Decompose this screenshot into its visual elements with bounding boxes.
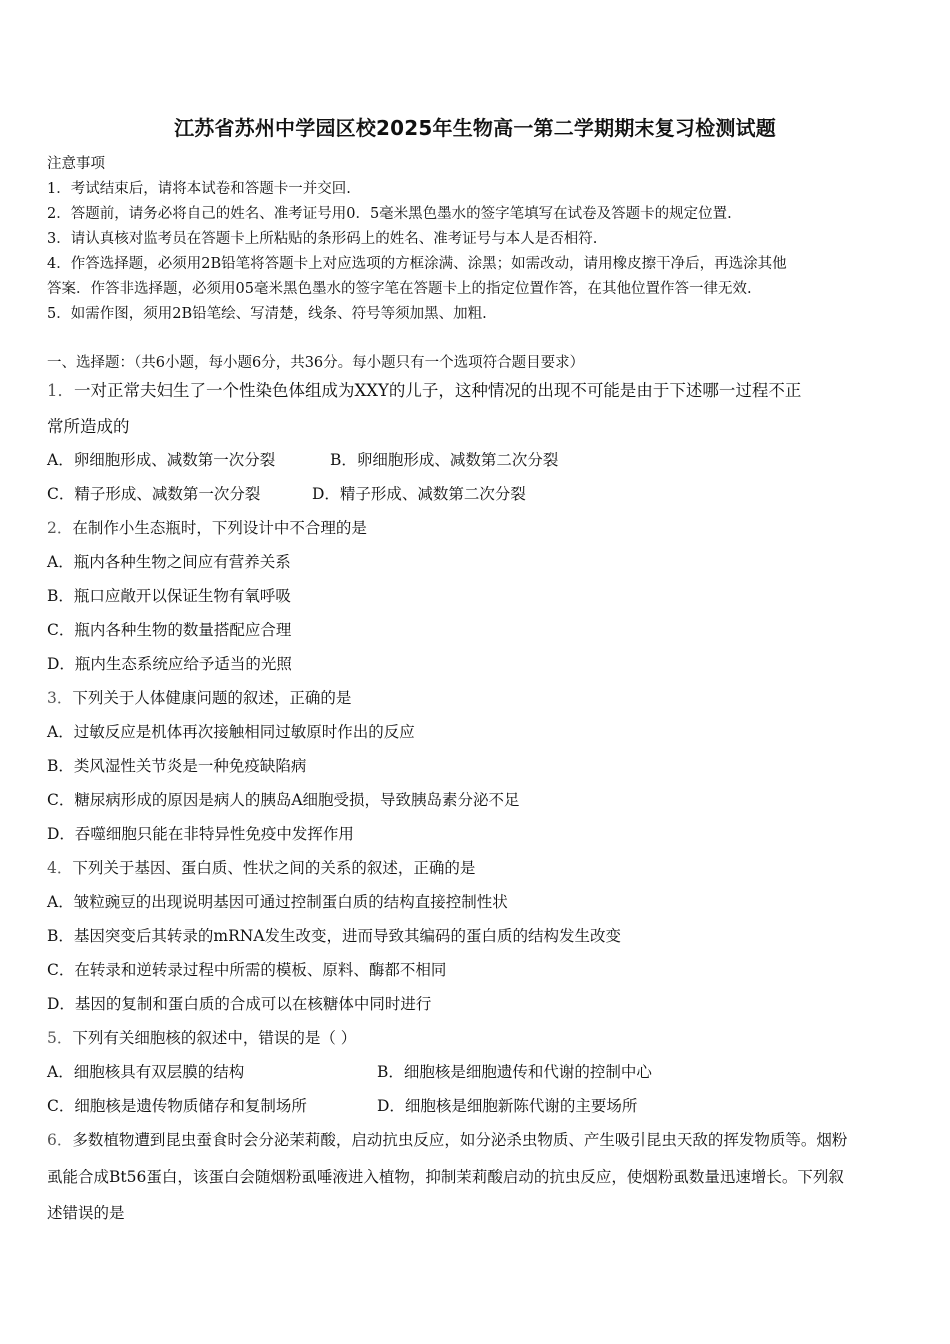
- option-b: B．类风湿性关节炎是一种免疫缺陷病: [47, 757, 307, 775]
- notice-heading: 注意事项: [47, 156, 105, 172]
- question-1: [47, 377, 801, 401]
- option-d: D．精子形成、减数第二次分裂: [312, 485, 526, 503]
- notice-item: 答案．作答非选择题，必须用05毫米黑色墨水的签字笔在答题卡上的指定位置作答，在其他位置作答一律无效.: [47, 281, 752, 297]
- notice-item: 2．答题前，请务必将自己的姓名、准考证号用0．5毫米黑色墨水的签字笔填写在试卷及答题卡的规定位置.: [47, 206, 732, 222]
- option-b: B．基因突变后其转录的mRNA发生改变，进而导致其编码的蛋白质的结构发生改变: [47, 927, 622, 945]
- question-2: [47, 516, 367, 538]
- question-text: 下列关于人体健康问题的叙述，正确的是: [72, 689, 352, 707]
- section-heading: 一、选择题：（共6小题，每小题6分，共36分。每小题只有一个选项符合题目要求）: [47, 355, 585, 371]
- notice-item: 3．请认真核对监考员在答题卡上所粘贴的条形码上的姓名、准考证号与本人是否相符.: [47, 231, 598, 247]
- notice-item: 1．考试结束后，请将本试卷和答题卡一并交回.: [47, 181, 351, 197]
- question-text: 在制作小生态瓶时，下列设计中不合理的是: [72, 519, 367, 537]
- option-c: C．精子形成、减数第一次分裂: [47, 485, 261, 503]
- question-4: [47, 856, 475, 878]
- question-number: 2．: [47, 519, 73, 537]
- question-number: 5．: [47, 1029, 73, 1047]
- question-6: [47, 1128, 847, 1150]
- question-text: 下列有关细胞核的叙述中，错误的是（ ）: [72, 1029, 357, 1047]
- question-6-continued: 虱能合成Bt56蛋白，该蛋白会随烟粉虱唾液进入植物，抑制茉莉酸启动的抗虫反应，使烟粉虱数量迅速增长。下列叙: [47, 1168, 844, 1186]
- question-text: 下列关于基因、蛋白质、性状之间的关系的叙述，正确的是: [72, 859, 476, 877]
- question-text: 一对正常夫妇生了一个性染色体组成为XXY的儿子，这种情况的出现不可能是由于下述哪一过程不正: [74, 381, 802, 400]
- question-6-continued: 述错误的是: [47, 1204, 125, 1222]
- question-number: 3．: [47, 689, 73, 707]
- option-d: D．基因的复制和蛋白质的合成可以在核糖体中同时进行: [47, 995, 432, 1013]
- question-text: 多数植物遭到昆虫蚕食时会分泌茉莉酸，启动抗虫反应，如分泌杀虫物质、产生吸引昆虫天敌的挥发物质等。烟粉: [72, 1131, 848, 1149]
- question-5: [47, 1026, 356, 1048]
- option-a: A．皱粒豌豆的出现说明基因可通过控制蛋白质的结构直接控制性状: [47, 893, 508, 911]
- question-number: 4．: [47, 859, 73, 877]
- option-c: C．细胞核是遗传物质储存和复制场所: [47, 1097, 307, 1115]
- option-c: C．糖尿病形成的原因是病人的胰岛A细胞受损，导致胰岛素分泌不足: [47, 791, 520, 809]
- option-d: D．细胞核是细胞新陈代谢的主要场所: [377, 1097, 638, 1115]
- option-b: B．卵细胞形成、减数第二次分裂: [330, 451, 559, 469]
- option-a: A．细胞核具有双层膜的结构: [47, 1063, 245, 1081]
- option-b: B．瓶口应敞开以保证生物有氧呼吸: [47, 587, 291, 605]
- question-number: 6．: [47, 1131, 73, 1149]
- option-b: B．细胞核是细胞遗传和代谢的控制中心: [377, 1063, 652, 1081]
- option-a: A．过敏反应是机体再次接触相同过敏原时作出的反应: [47, 723, 415, 741]
- question-1-continued: 常所造成的: [47, 417, 130, 436]
- page-title: 江苏省苏州中学园区校2025年生物高一第二学期期末复习检测试题: [174, 116, 776, 140]
- question-number: 1．: [47, 381, 74, 400]
- option-d: D．瓶内生态系统应给予适当的光照: [47, 655, 292, 673]
- option-a: A．卵细胞形成、减数第一次分裂: [47, 451, 276, 469]
- question-3: [47, 686, 351, 708]
- option-d: D．吞噬细胞只能在非特异性免疫中发挥作用: [47, 825, 354, 843]
- option-c: C．瓶内各种生物的数量搭配应合理: [47, 621, 292, 639]
- option-a: A．瓶内各种生物之间应有营养关系: [47, 553, 291, 571]
- notice-item: 4．作答选择题，必须用2B铅笔将答题卡上对应选项的方框涂满、涂黑；如需改动，请用橡皮擦干净后，再选涂其他: [47, 256, 787, 272]
- option-c: C．在转录和逆转录过程中所需的模板、原料、酶都不相同: [47, 961, 447, 979]
- notice-item: 5．如需作图，须用2B铅笔绘、写清楚，线条、符号等须加黑、加粗.: [47, 306, 487, 322]
